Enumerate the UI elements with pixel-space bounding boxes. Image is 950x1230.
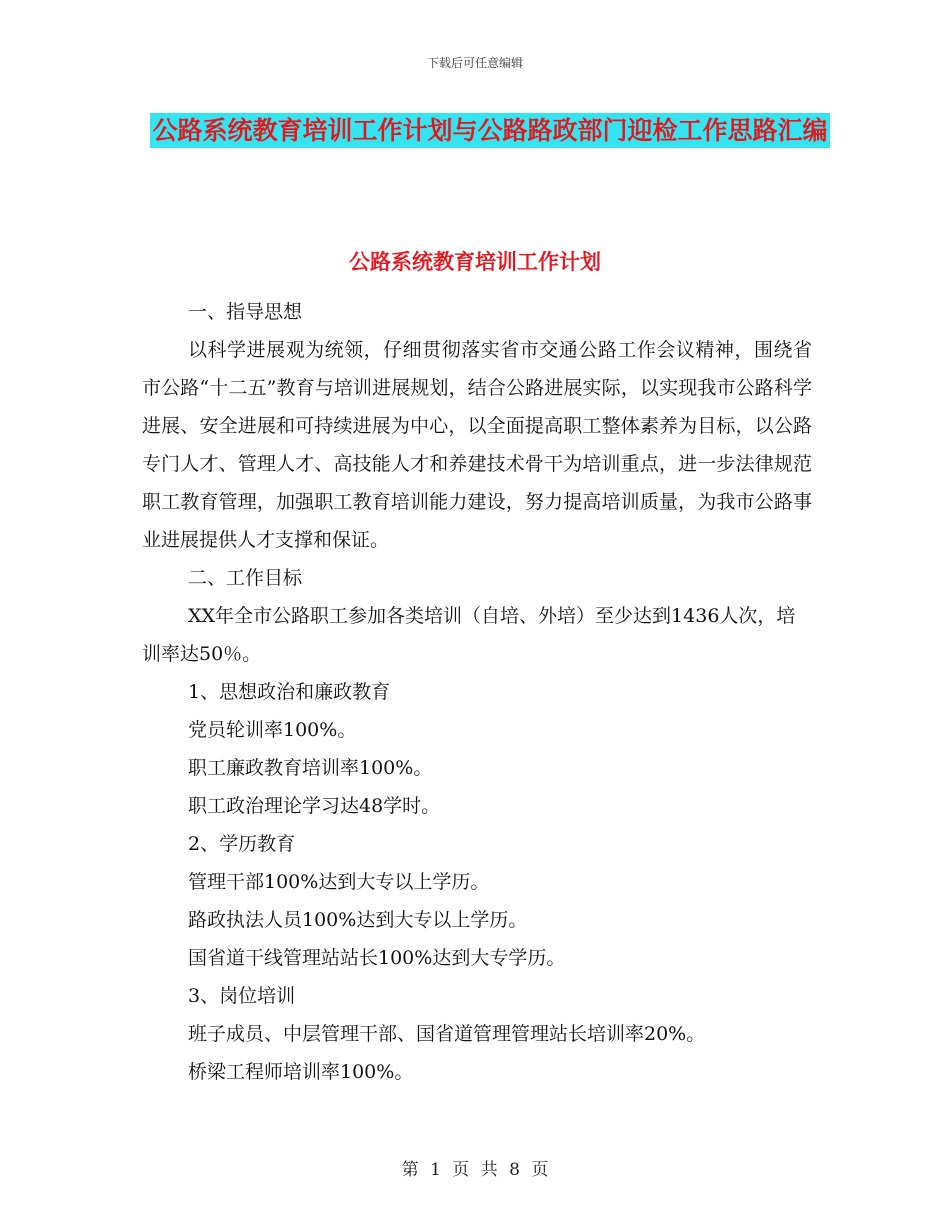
paragraph-guiding-ideology: 以科学进展观为统领，仔细贯彻落实省市交通公路工作会议精神，围绕省市公路“十二五”教育与培训进展规划，结合公路进展实际，以实现我市公路科学进展、安全进展和可持续进展为中心，以全面提高职工整体素养为目标，以公路专门人才、管理人才、高技能人才和养建技术骨干为培训重点，进一步法律规范职工教育管理，加强职工教育培训能力建设，努力提高培训质量，为我市公路事业进展提供人才支撑和保证。 bbox=[142, 339, 812, 551]
document-body bbox=[142, 293, 812, 1091]
heading-academic-education: 2、学历教育 bbox=[188, 833, 296, 855]
heading-work-goals: 二、工作目标 bbox=[188, 567, 303, 589]
document-title bbox=[140, 108, 840, 154]
document-title-text: 公路系统教育培训工作计划与公路路政部门迎检工作思路汇编 bbox=[150, 113, 829, 148]
list-item: 路政执法人员100%达到大专以上学历。 bbox=[188, 909, 528, 931]
heading-job-training: 3、岗位培训 bbox=[188, 985, 296, 1007]
list-item: 党员轮训率100%。 bbox=[188, 719, 357, 741]
list-item: 国省道干线管理站站长100%达到大专学历。 bbox=[188, 947, 566, 969]
paragraph-work-goals: XX年全市公路职工参加各类培训（自培、外培）至少达到1436人次，培训率达50％。 bbox=[142, 605, 796, 665]
list-item: 职工政治理论学习达48学时。 bbox=[188, 795, 441, 817]
heading-political-education: 1、思想政治和廉政教育 bbox=[188, 681, 391, 703]
section-title: 公路系统教育培训工作计划 bbox=[349, 250, 601, 274]
list-item: 桥梁工程师培训率100%。 bbox=[188, 1061, 414, 1083]
list-item: 职工廉政教育培训率100%。 bbox=[188, 757, 433, 779]
page-number-footer: 第 1 页 共 8 页 bbox=[401, 1160, 549, 1180]
list-item: 班子成员、中层管理干部、国省道管理管理站长培训率20%。 bbox=[188, 1023, 706, 1045]
heading-guiding-ideology: 一、指导思想 bbox=[188, 301, 303, 323]
list-item: 管理干部100%达到大专以上学历。 bbox=[188, 871, 490, 893]
header-note: 下载后可任意编辑 bbox=[426, 56, 523, 70]
